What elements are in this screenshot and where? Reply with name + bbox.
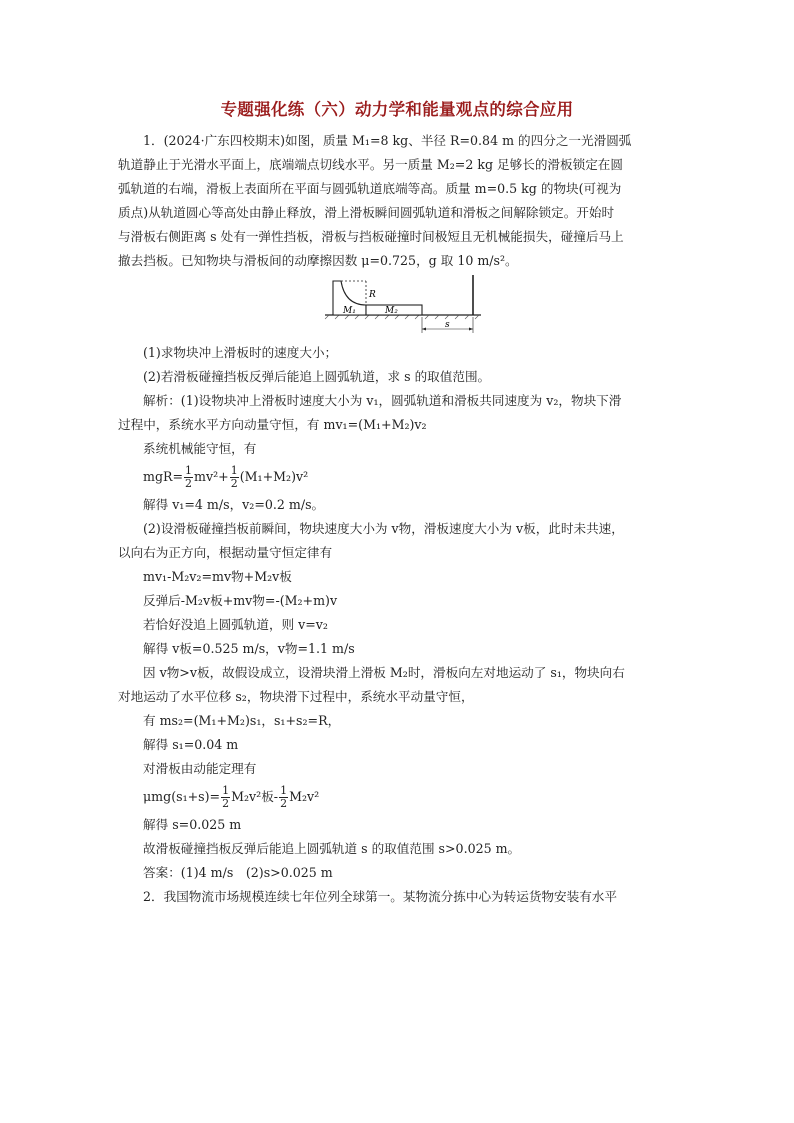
eq2-right: M₂v² (289, 789, 320, 804)
question-1-line-5: 与滑板右侧距离 s 处有一弹性挡板，滑板与挡板碰撞时间极短且无机械能损失，碰撞后马上 (118, 229, 624, 244)
solution-line-11: 因 v物>v板，故假设成立，设滑块滑上滑板 M₂时，滑板向左对地运动了 s₁，物块向右 (143, 665, 625, 680)
question-1-sub-2: (2)若滑板碰撞挡板反弹后能追上圆弧轨道，求 s 的取值范围。 (143, 369, 491, 384)
solution-line-12: 对地运动了水平位移 s₂，物块滑下过程中，系统水平动量守恒， (118, 689, 474, 704)
eq2-left: μmg(s₁+s)= (143, 789, 221, 804)
solution-line-4: 解得 v₁=4 m/s，v₂=0.2 m/s。 (143, 497, 325, 512)
page-title: 专题强化练（六）动力学和能量观点的综合应用 (220, 100, 574, 119)
solution-line-2: 过程中，系统水平方向动量守恒，有 mv₁=(M₁+M₂)v₂ (118, 417, 427, 432)
solution-line-14: 解得 s₁=0.04 m (143, 737, 239, 752)
question-1-line-6: 撤去挡板。已知物块与滑板间的动摩擦因数 μ=0.725，g 取 10 m/s²。 (118, 253, 518, 268)
question-1-figure (118, 273, 684, 341)
dim-arrow-left (422, 328, 426, 331)
solution-line-6: 以向右为正方向，根据动量守恒定律有 (118, 545, 333, 560)
kinetic-energy-equation (118, 781, 684, 813)
solution-line-9: 若恰好没追上圆弧轨道，则 v=v₂ (143, 617, 328, 632)
fraction-half: $\frac{1}{2}$ (230, 464, 238, 490)
eq1-right: (M₁+M₂)v² (239, 469, 309, 484)
fraction-half: $\frac{1}{2}$ (185, 464, 193, 490)
solution-line-13: 有 ms₂=(M₁+M₂)s₁，s₁+s₂=R， (143, 713, 341, 728)
question-1-line-2: 轨道静止于光滑水平面上，底端端点切线水平。另一质量 M₂=2 kg 足够长的滑板锁定在圆 (118, 157, 623, 172)
eq1-left: mgR= (143, 469, 184, 484)
label-M2: M₂ (385, 306, 398, 316)
solution-line-5: (2)设滑板碰撞挡板前瞬间，物块速度大小为 v物，滑板速度大小为 v板，此时未共速， (143, 521, 624, 536)
answer-line: 答案：(1)4 m/s (2)s>0.025 m (143, 865, 333, 880)
question-2-line-1: 2．我国物流市场规模连续七年位列全球第一。某物流分拣中心为转运货物安装有水平 (143, 889, 617, 904)
eq2-mid: M₂v²板- (231, 789, 279, 804)
solution-line-8: 反弹后-M₂v板+mv物=-(M₂+m)v (143, 593, 338, 608)
question-1-line-4: 质点)从轨道圆心等高处由静止释放，滑上滑板瞬间圆弧轨道和滑板之间解除锁定。开始时 (118, 205, 615, 220)
solution-line-7: mv₁-M₂v₂=mv物+M₂v板 (143, 569, 292, 584)
solution-line-10: 解得 v板=0.525 m/s，v物=1.1 m/s (143, 641, 355, 656)
solution-line-15: 对滑板由动能定理有 (143, 761, 257, 776)
arc-track-diagram (323, 273, 483, 339)
solution-line-1: 解析：(1)设物块冲上滑板时速度大小为 v₁，圆弧轨道和滑板共同速度为 v₂，物块下滑 (143, 393, 622, 408)
question-1-sub-1: (1)求物块冲上滑板时的速度大小； (143, 345, 338, 360)
fraction-half: $\frac{1}{2}$ (222, 784, 230, 810)
fraction-half: $\frac{1}{2}$ (280, 784, 288, 810)
eq1-mid: mv²+ (194, 469, 229, 484)
label-s: s (445, 320, 450, 330)
label-M1: M₁ (343, 306, 356, 316)
solution-line-16: 解得 s=0.025 m (143, 817, 242, 832)
question-1-line-1: 1．(2024·广东四校期末)如图，质量 M₁=8 kg、半径 R=0.84 m 的四分之一光滑圆弧 (143, 133, 632, 148)
document-body (118, 129, 684, 909)
label-R: R (369, 290, 376, 300)
solution-line-17: 故滑板碰撞挡板反弹后能追上圆弧轨道 s 的取值范围 s>0.025 m。 (143, 841, 521, 856)
dim-arrow-right (469, 328, 473, 331)
energy-equation (118, 461, 684, 493)
question-1-line-3: 弧轨道的右端，滑板上表面所在平面与圆弧轨道底端等高。质量 m=0.5 kg 的物块(可视为 (118, 181, 622, 196)
solution-line-3: 系统机械能守恒，有 (143, 441, 257, 456)
